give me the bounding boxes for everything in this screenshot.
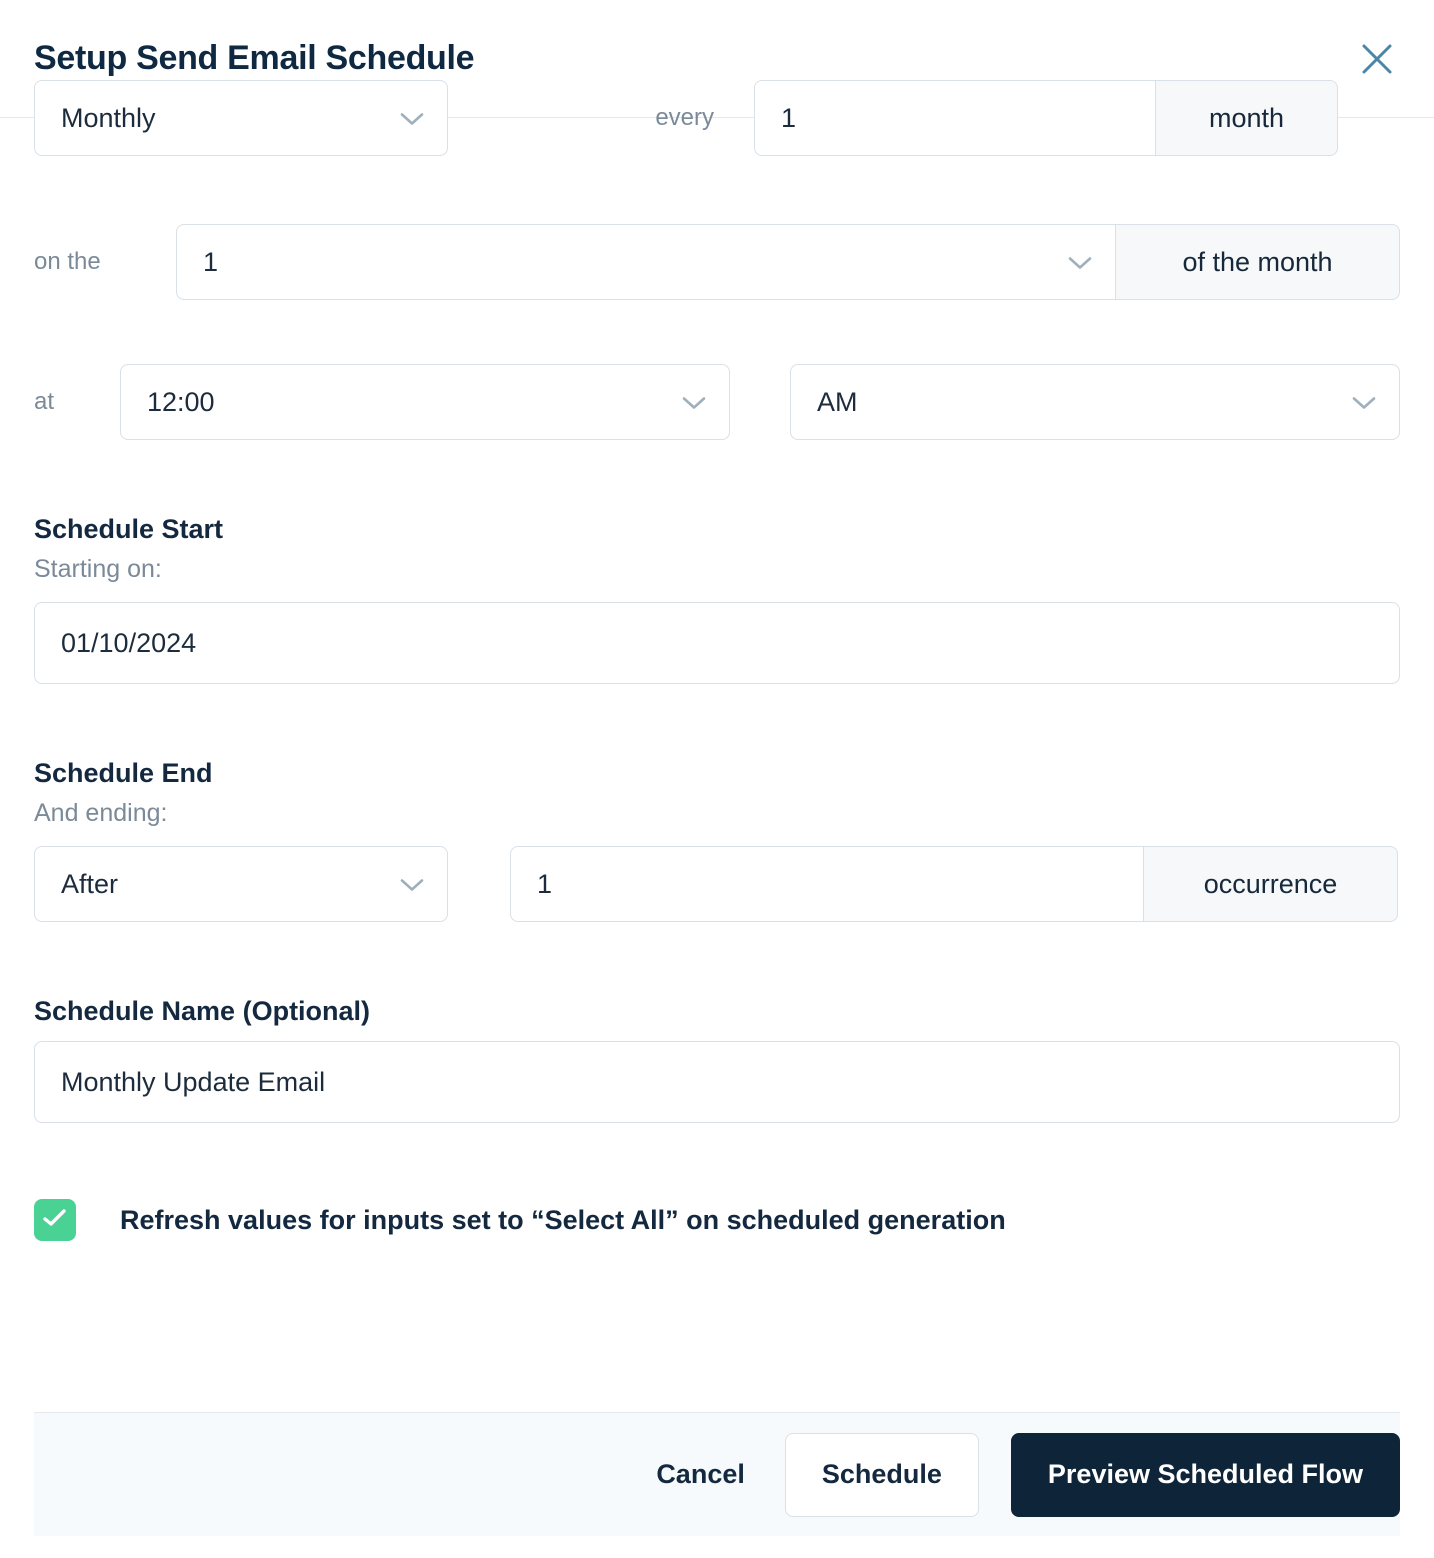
- schedule-end-sublabel: And ending:: [34, 799, 168, 827]
- chevron-down-icon: [681, 387, 707, 418]
- close-button[interactable]: [1354, 36, 1400, 82]
- interval-input[interactable]: [754, 80, 1156, 156]
- every-label: every: [655, 104, 714, 131]
- refresh-values-checkbox[interactable]: [34, 1199, 76, 1241]
- schedule-start-sublabel: Starting on:: [34, 555, 162, 583]
- occurrence-unit-label: occurrence: [1144, 846, 1398, 922]
- meridiem-select[interactable]: [790, 364, 1400, 440]
- modal-body: [0, 80, 1434, 1241]
- at-label: at: [34, 388, 55, 415]
- day-of-month-unit-label: of the month: [1116, 224, 1400, 300]
- chevron-down-icon: [1351, 387, 1377, 418]
- start-date-value: 01/10/2024: [61, 627, 197, 658]
- recurrence-frequency-row: [34, 80, 1400, 156]
- page-title: Setup Send Email Schedule: [34, 39, 475, 77]
- occurrence-count-input[interactable]: [510, 846, 1144, 922]
- chevron-down-icon: [1067, 247, 1093, 278]
- schedule-end-row: [34, 846, 1400, 922]
- schedule-name-label: Schedule Name (Optional): [34, 996, 371, 1026]
- chevron-down-icon: [399, 869, 425, 900]
- end-mode-value: After: [61, 868, 119, 899]
- time-value: 12:00: [147, 386, 215, 417]
- schedule-start-heading: Schedule Start: [34, 514, 224, 544]
- time-select[interactable]: [120, 364, 730, 440]
- on-the-label: on the: [34, 248, 101, 275]
- occurrence-count-value: 1: [537, 868, 553, 899]
- frequency-select[interactable]: [34, 80, 448, 156]
- frequency-value: Monthly: [61, 102, 156, 133]
- schedule-name-value: Monthly Update Email: [61, 1066, 326, 1097]
- end-mode-select[interactable]: [34, 846, 448, 922]
- schedule-button[interactable]: Schedule: [785, 1433, 979, 1517]
- day-of-month-row: [34, 224, 1400, 300]
- close-icon: [1358, 40, 1396, 78]
- chevron-down-icon: [399, 103, 425, 134]
- start-date-input[interactable]: [34, 602, 1400, 684]
- refresh-values-label: Refresh values for inputs set to “Select All” on scheduled generation: [120, 1204, 1006, 1235]
- day-of-month-value: 1: [203, 246, 219, 277]
- meridiem-value: AM: [817, 386, 858, 417]
- modal-footer: [34, 1412, 1400, 1536]
- interval-value: 1: [781, 102, 797, 133]
- check-icon: [42, 1208, 68, 1233]
- interval-unit-label: month: [1156, 80, 1338, 156]
- schedule-name-input[interactable]: [34, 1041, 1400, 1123]
- preview-scheduled-flow-button[interactable]: Preview Scheduled Flow: [1011, 1433, 1400, 1517]
- time-row: [34, 364, 1400, 440]
- refresh-values-row: [34, 1199, 1400, 1241]
- cancel-button[interactable]: Cancel: [628, 1459, 773, 1490]
- schedule-end-heading: Schedule End: [34, 758, 213, 788]
- day-of-month-select[interactable]: [176, 224, 1116, 300]
